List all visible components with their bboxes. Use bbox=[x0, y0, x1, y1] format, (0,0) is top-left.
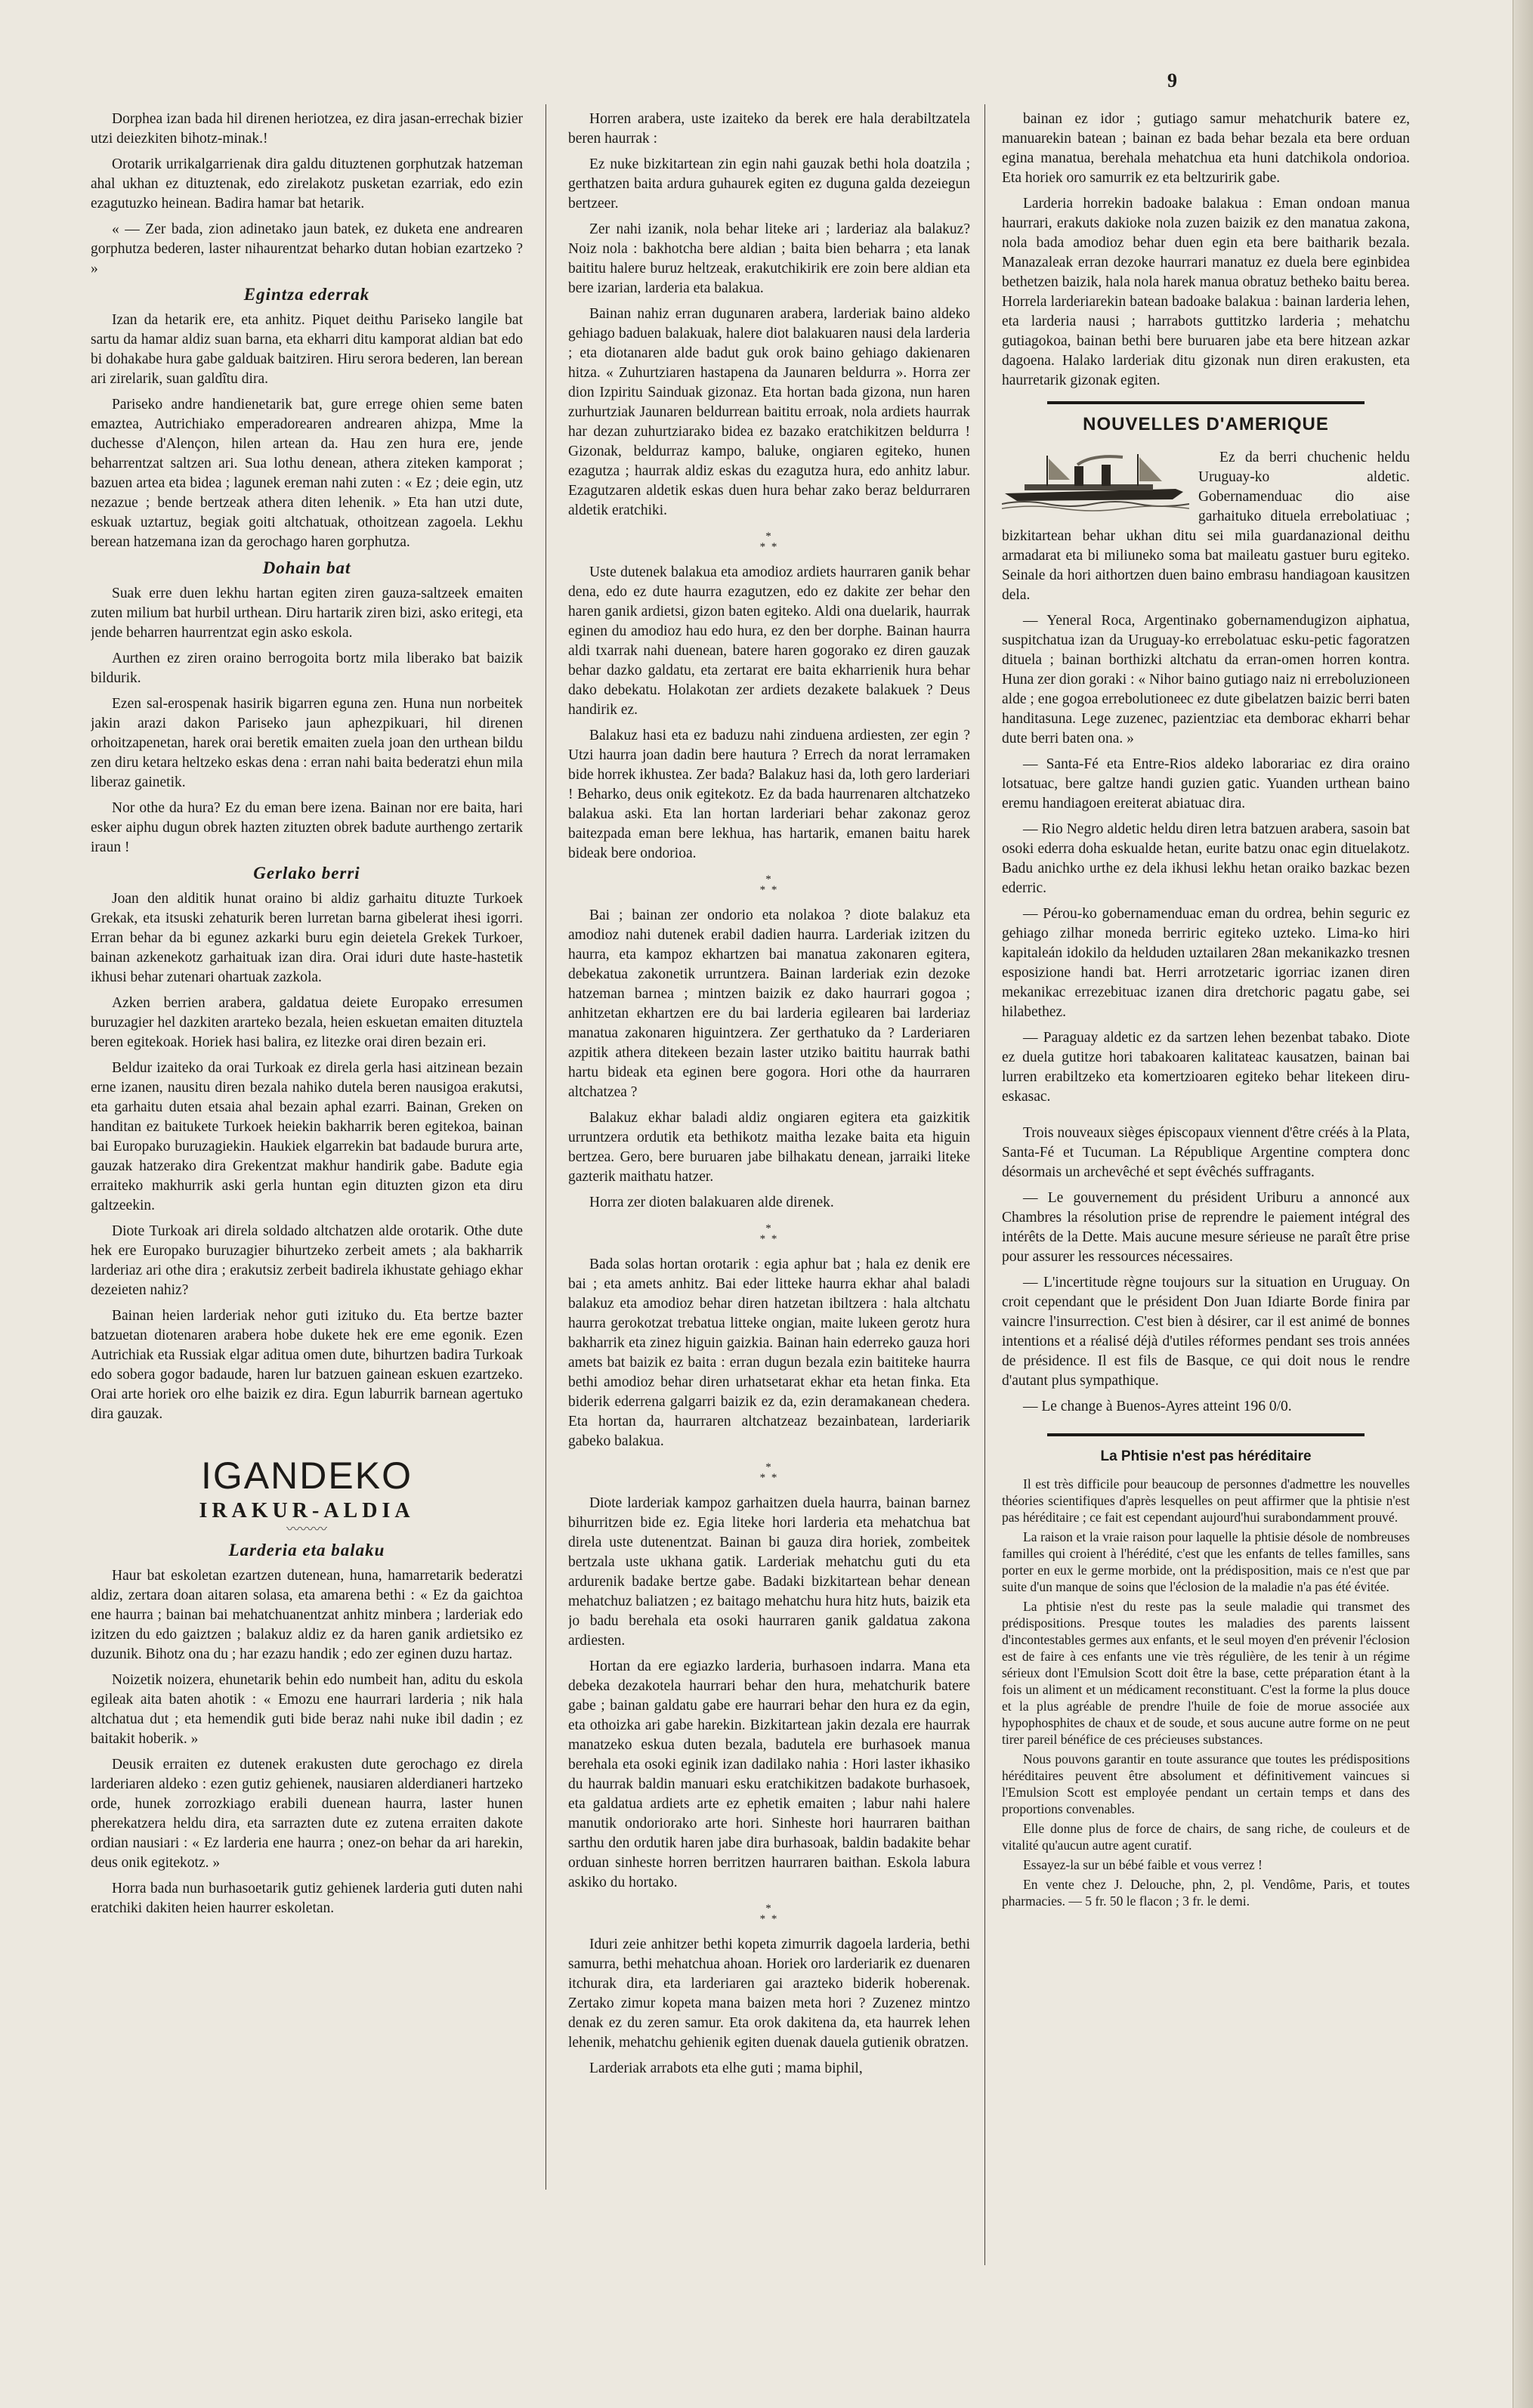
right-block-a bbox=[1002, 110, 1410, 391]
paragraph: « — Zer bada, zion adinetako jaun batek, ez duketa ene andrearen gorphutza bederen, laster nihaurentzat beharko dutan hobian ezartzeko ? » bbox=[91, 221, 523, 277]
paragraph: Horra zer dioten balakuaren alde direnek. bbox=[589, 1195, 834, 1210]
section-rule bbox=[1047, 401, 1365, 404]
igandeko-title: IGANDEKO bbox=[201, 1454, 413, 1497]
section-title-larderia: Larderia eta balaku bbox=[228, 1541, 385, 1559]
news-block bbox=[1002, 448, 1410, 1107]
paragraph: — Le change à Buenos-Ayres atteint 196 0/0. bbox=[1023, 1399, 1292, 1414]
page-mark: 9 bbox=[1167, 70, 1177, 91]
paragraph: Izan da hetarik ere, eta anhitz. Piquet deithu Pariseko langile bat sartu da hamar aldiz suan barna, eta ekharri ditu kamporat aldian bat edo bi dohakabe hura gabe galduak baitziren. Hiru serora bederen, lan berean ari zirelarik, suan galdîtu dira. bbox=[91, 312, 523, 387]
intro-block bbox=[91, 110, 523, 279]
middle-block-a bbox=[568, 110, 970, 521]
phtisie-title: La Phtisie n'est pas héréditaire bbox=[1100, 1448, 1312, 1464]
middle-block-b bbox=[568, 563, 970, 864]
paragraph: Nor othe da hura? Ez du eman bere izena. Bainan nor ere baita, hari esker aiphu dugun obrek hazten zituzten obrek badute aurthengo zertarik iraun ! bbox=[91, 800, 523, 855]
middle-block-e bbox=[568, 1494, 970, 1893]
paragraph: Noizetik noizera, ehunetarik behin edo numbeit han, aditu du eskola egileak aita baten ahotik : « Emozu ene haurrari larderia ; nik hala altchatua dut ; eta hemendik guti bide beraz nahi nuke ibil dadin ; ez baitakit hoberik. » bbox=[91, 1672, 523, 1747]
paragraph: Ez nuke bizkitartean zin egin nahi gauzak bethi hola doatzila ; gerthatzen baita ardura guhaurek egiten ez duguna galda dezeiegun bertzeer. bbox=[568, 156, 970, 212]
paragraph: Dorphea izan bada hil direnen heriotzea, ez dira jasan-errechak bizier utzi deiezkiten bihotz-minak.! bbox=[91, 111, 523, 147]
paragraph: Larderia horrekin badoake balakua : Eman ondoan manua haurrari, erakuts dakioke nola zuzen baizik ez den manatua zakona, nola bada amodioz behar duen egin eta bere baitharik bezala. Manazaleak erran dezoke haurrari manatuz ez duela bere eginbidea bethetzen baizik, hala nola harek manua obratuz betheko baitu berea. Horrela larderiarekin batean badoake balakua : bainan larderia lehen, eta larderia nausi ; harrabots guttitzko larderia ; mehatchu gutiagokoa, bainan bethi bere buruaren jabe eta bere hitzean azkar dagoena. Halako larderiak ditu gizonak nun diren erakusten, eta haurretarik gizonak egiten. bbox=[1002, 196, 1410, 388]
paragraph: Iduri zeie anhitzer bethi kopeta zimurrik dagoela larderia, bethi samurra, bethi mehatchua ahoan. Horiek oro larderiarik ez duenaren itchurak dira, eta larderiaren gai arazteko biderik hoberenak. Zertako zimur kopeta mana baizen meta hori ? Zuzenez mintzo denak ez du zeren samur. Eta orok dakitena da, eta haurrek lehen lehenik, mehatchu gehienik egiten duenak dauela gutienik obratzen. bbox=[568, 1937, 970, 2051]
paragraph: Azken berrien arabera, galdatua deiete Europako erresumen buruzagier hel dazkiten ararteko bezala, heien eskuetan emaiten dituztela beren egitekoak. Horiek hasi balira, ez litezke orai diren bezain eri. bbox=[91, 995, 523, 1050]
paragraph: Ez da berri chuchenic heldu Uruguay-ko aldetic. Gobernamenduac dio aise garhaituko dituela errebolatiuac ; bizkitartean behar ukhan ditu sei mila guardanazional deithu armadarat eta bi miliuneko soma bat maileatu gastuer buru egiteko. Seinale da hori aithortzen duen baino embrasu handiagoan kausitzen dela. bbox=[1002, 450, 1410, 603]
stars-divider: * * * bbox=[759, 1903, 779, 1925]
paragraph: Bai ; bainan zer ondorio eta nolakoa ? diote balakuz eta amodioz nahi dutenek erabil dadien haurra. Larderiak izitzen du haurra, eta kampoz ekhartzen bai manatua zakonaren egitera, debekatua zakonetik urruntzera. Bainan larderiak ezin dezoke hatzeman barnea ; mintzen baizik ez dako haurrari gogoa ; anhitzetan ekhartzen ere du bai larderia egilearen bai larderiaz manatua zakonaren higuintzera. Zer gerthatuko da ? Larderiaren azpitik athera ditekeen bezain laster utziko baititu haurrak bathi hartu bideak eta eginen bere gogora. Hori othe da haurraren altchatzea ? bbox=[568, 907, 970, 1100]
paragraph: En vente chez J. Delouche, phn, 2, pl. Vendôme, Paris, et toutes pharmacies. — 5 fr. 50 le flacon ; 3 fr. le demi. bbox=[1002, 1877, 1410, 1909]
paragraph: Orotarik urrikalgarrienak dira galdu dituztenen gorphutzak hatzeman ahal ukhan ez dituztenak, edo zirelakotz pusketan ezarriak, edo ezin ezagutuzko heinean. Badira hamar bat hetarik. bbox=[91, 156, 523, 212]
paragraph: Pariseko andre handienetarik bat, gure errege ohien seme baten emaztea, Autrichiako emperadorearen andrearen ahizpa, Mme la duchesse d'Alençon, hilen artean da. Hau zen hura ere, jende beharrentzat saltzen ari. Sua lothu denean, athera ziteken kamporat ; bazuen artea eta bidea ; lagunek ereman nahi zuten : « Ez ; deie egin, utz nezazue ; bende bertzeak athera diten lehenik. » Eta han utzi dute, eskuak uztartuz, begiak goiti altchatuak, othoitzean zagoela. Lekhu berean hatzemana izan da gerochago haren gorphutza. bbox=[91, 397, 523, 550]
paragraph: Aurthen ez ziren oraino berrogoita bortz mila liberako bat baizik bildurik. bbox=[91, 651, 523, 686]
section-title-egintza: Egintza ederrak bbox=[243, 285, 370, 304]
paragraph: Zer nahi izanik, nola behar liteke ari ; larderiaz ala balakuz? Noiz nola : bakhotcha bere aldian ; baita bien beharra ; eta lanak baititu halere buruz heltzeak, erakutchikirik ere zoin bere aldian eta bere izarian, larderia eta balakua. bbox=[568, 221, 970, 296]
nouvelles-title: NOUVELLES D'AMERIQUE bbox=[1083, 414, 1329, 434]
ornament-squiggle: 〰〰〰 bbox=[286, 1522, 327, 1537]
stars-divider: * * * bbox=[759, 530, 779, 553]
paragraph: — Santa-Fé eta Entre-Rios aldeko laborariac ez dira oraino lotsatuac, bere galtze handi guzien gatic. Yuanden urthean baino eremu handiagoen ereiterat abiatuac dira. bbox=[1002, 756, 1410, 811]
paragraph: Bada solas hortan orotarik : egia aphur bat ; hala ez denik ere bai ; eta amets anhitz. Bai eder litteke haurra ekhar ahal baladi balakuz eta amodioz behar diren hatzetan ibiltzera : hala altchatu haurra gerokotzat trebatua litteke ongian, maite lukeen gerotz hura bakharrik eta zinez higuin gaizkia. Bainan hain ederreko gauza hori amets bat baizik ez baita : erran dugun bezala ezin baititeke haurra bethi amodioz behar diren urhatsetarat ekhar eta hetan finka. Eta biderik ederrena galgarri baizik ez da, ezin deramakanean chedera. Eta hortan da, haurraren altchatzeaz bezainbatean, larderiarik gabeko balakua. bbox=[568, 1257, 970, 1449]
paragraph: bainan ez idor ; gutiago samur mehatchurik batere ez, manuarekin batean ; bainan ez bada behar bezala eta bere orduan egina manatua, berehala mehatchua eta huni datchikola ondorioa. Eta horiek oro samurrik ez eta beltzuririk gabe. bbox=[1002, 111, 1410, 186]
middle-block-f bbox=[568, 1935, 970, 2079]
paragraph: Joan den alditik hunat oraino bi aldiz garhaitu dituzte Turkoek Grekak, eta itsuski zehaturik beren lurretan barna gibelerat ihesi igorri. Erran behar da bi egunez azkarki buru egin deietela Grekek Turkoer, bainan azkenekotz garhaituak izan dira. Orai iduri dute haste-hastetik ikhusi behar zutenari ohartuak zazkola. bbox=[91, 891, 523, 985]
paragraph: Bainan heien larderiak nehor guti izituko du. Eta bertze bazter batzuetan diotenaren arabera hobe dukete hek ere eme egonik. Ezen Autrichiak eta Russiak elgar aditua omen dute, bihurtzen badira Turkoak edo sobera gogor badaude, haren lur batzuen gainean eskuen ezartzeko. Orai arte horiek oro elhe baizik ez dira. Egun laburrik barnean agertuko dira gauzak. bbox=[91, 1308, 523, 1422]
column-left bbox=[91, 110, 523, 2316]
paragraph: Beldur izaiteko da orai Turkoak ez direla gerla hasi aitzinean bezain erne izanen, nausitu diren bezala nahiko dutela beren nausigoa erakutsi, eta garhaitu duten etsaia ahal bezain aphal ezarri. Bainan, Greken on handitan ez baitukete Turkoek heiekin bakharrik beren egitekoa, bainan bai Europako buruzagiekin. Haukiek elgarrekin bat badaude burura arte, gauzak hatzerako dira Grekentzat makhur handirik gabe. Badute egia erraiteko makhurrik aski gerla huntan egin dituzten gizon eta diru galtzeekin. bbox=[91, 1060, 523, 1213]
middle-block-c bbox=[568, 906, 970, 1213]
steamship-icon bbox=[1002, 450, 1189, 512]
dohain-block bbox=[91, 584, 523, 858]
larderia-block bbox=[91, 1566, 523, 1918]
paragraph: La raison et la vraie raison pour laquelle la phtisie désole de nombreuses familles qui croient à l'hérédité, c'est que les enfants de telles familles, sans porter en eux le germe morbide, ont la prédisposition, mais ce n'est que par suite d'un manque de soins que l'éclosion de la maladie n'a pas été évitée. bbox=[1002, 1529, 1410, 1594]
paragraph: Diote Turkoak ari direla soldado altchatzen alde orotarik. Othe dute hek ere Europako buruzagier bihurtzeko zerbeit amets ; ala bakharrik larderiaz ari othe dira ; erakutsiz zerbeit badirela ikhustate gehiago ekhar dezeieten nahiz? bbox=[91, 1223, 523, 1298]
paragraph: Essayez-la sur un bébé faible et vous verrez ! bbox=[1023, 1857, 1263, 1872]
paragraph: — Rio Negro aldetic heldu diren letra batzuen arabera, sasoin bat osoki ederra doha eskualde hetan, eurite batzu onac egin dituelakotz. Badu anichko urthe ez dela ikhusi lekhu hetan oraiko bazkac bezen ederric. bbox=[1002, 821, 1410, 896]
column-right bbox=[1002, 110, 1410, 2399]
phtisie-block bbox=[1002, 1476, 1410, 1909]
paragraph: — Yeneral Roca, Argentinako gobernamendugizon aiphatua, suspitchatua izan da Uruguay-ko errebolatuac esku-petic fagoratzen dituela ; bainan borthizki altchatu da erran-omen horren kontra. Huna zer dion goraki : « Nihor baino gutiago naiz ni erreboluzioneen alde ; ene gogoa errebolutioneec ez dute gibelatzen baizic berri baten handitasuna. Lege zuzenec, pazientziac eta demborac ekharri behar dute berri baten ona. » bbox=[1002, 613, 1410, 747]
paragraph: Horra bada nun burhasoetarik gutiz gehienek larderia guti duten nahi eratchiki dakiten heien haurrer eskoletan. bbox=[91, 1881, 523, 1916]
stars-divider: * * * bbox=[759, 873, 779, 896]
section-title-gerlako: Gerlako berri bbox=[253, 864, 360, 883]
gerlako-block bbox=[91, 889, 523, 1424]
column-divider bbox=[984, 104, 985, 2265]
column-middle bbox=[568, 110, 970, 2376]
paragraph: Balakuz hasi eta ez baduzu nahi zinduena ardiesten, zer egin ? Utzi haurra joan dadin bere hautura ? Errech da norat lerramaken bide horrek ikhustea. Zer bada? Balakuz hasi da, loth gero larderiari ! Beharko, deus onik egitekotz. Ez da bada haurrenaren altchatzeko balakua aski. Eta lan hortan larderiari behar zakonaz geroz baitezpada eman bere lekhua, has hartarik, emanen baitu harek bideak bere ondorioa. bbox=[568, 728, 970, 861]
paragraph: Nous pouvons garantir en toute assurance que toutes les prédispositions héréditaires peuvent être absolument et définitivement vaincues si l'Emulsion Scott est employée pendant un certain temps et dans des proportions convenables. bbox=[1002, 1751, 1410, 1816]
egintza-block bbox=[91, 311, 523, 552]
paragraph: Suak erre duen lekhu hartan egiten ziren gauza-saltzeek emaiten zuten milium bat hurbil urthean. Diru hartarik ziren bizi, asko eritegi, eta jende beharren haurrentzat egin asko eskola. bbox=[91, 586, 523, 641]
irakur-aldia-subtitle: IRAKUR-ALDIA bbox=[199, 1499, 415, 1522]
french-news-block bbox=[1002, 1124, 1410, 1417]
stars-divider: * * * bbox=[759, 1461, 779, 1484]
paragraph: — Paraguay aldetic ez da sartzen lehen bezenbat tabako. Diote ez duela gutitze hori tabakoaren kalitateac kausatzen, bainan bai lurren erabiltzeko eta komertzioaren egiteko behar litekeen diru-eskasac. bbox=[1002, 1030, 1410, 1105]
paragraph: — L'incertitude règne toujours sur la situation en Uruguay. On croit cependant que le président Don Juan Idiarte Borde finira par vaincre l'insurrection. C'est bien à désirer, car il est animé de bonnes intentions et a réalisé déjà d'utiles réformes pendant ses trois années de présidence. Il est fils de Basque, ce qui doit nous le rendre d'autant plus sympathique. bbox=[1002, 1275, 1410, 1389]
paragraph: Diote larderiak kampoz garhaitzen duela haurra, bainan barnez bihurritzen bide ez. Egia liteke hori larderia eta mehatchua bat direla uste dutenentzat. Bainan bi gauza dira horiek, zombeitek bertzala uste ukhana gatik. Larderiak mehatchu guti du eta ardurenik badake bertze gabe. Badaki bizkitartean behar denean mehatchuz baliatzen ; ez baitago mehatchu hura hitz huts, baizik eta jo badu berehala eta osoki haurraren ganik galdatua zakona ardiesten. bbox=[568, 1495, 970, 1649]
paragraph: Larderiak arrabots eta elhe guti ; mama biphil, bbox=[589, 2060, 863, 2076]
paragraph: La phtisie n'est du reste pas la seule maladie qui transmet des prédispositions. Presque toutes les maladies des parents laissent d'incontestables germes aux enfants, et le seul moyen d'en prévenir l'éclosion est de faire à ces enfants une vie très régulière, de les tenir à un régime sérieux dont l'Emulsion Scott doit être la base, cette préparation étant à la fois un aliment et un médicament reconstituant. C'est la forme la plus douce et la plus agréable de prendre l'huile de foie de morue associée aux hypophosphites de chaux et de soude, et sous aucune autre forme on ne peut tirer pareil bénéfice de ces précieuses substances. bbox=[1002, 1599, 1410, 1747]
paragraph: Bainan nahiz erran dugunaren arabera, larderiak baino aldeko gehiago baduen balakuak, halere diot balakuaren nausi dela larderia ; eta diotanaren alde badut guk orok baino gehiago dakienaren hitza. « Zuhurtziaren hastapena da Jaunaren beldurra ». Horra zer dion Izpiritu Sainduak gizonaz. Eta hortan bada gizona, nun haren zurhurtziak Jaunaren beldurrean baititu erroak, nola ardiets haurrak har dezan zuhurtziarako bidea ez bazako eratchikitzen beldurra ! Gizonak, beldurraz kampo, balukе, ongiaren egiteko, hunen ezagutza ; haurrak aldiz eskas du ezagutza hura, edo anhitz labur. Ezagutzaren aldetik eskas duen hura behar zako beraz beldurraren aldetik eratchiki. bbox=[568, 306, 970, 518]
paragraph: — Le gouvernement du président Uriburu a annoncé aux Chambres la résolution prise de reprendre le paiement intégral des intérêts de la Dette. Mais aucune mesure sérieuse ne paraît être prise pour assurer les ressources nécessaires. bbox=[1002, 1190, 1410, 1265]
section-rule bbox=[1047, 1433, 1365, 1436]
paragraph: Uste dutenek balakua eta amodioz ardiets haurraren ganik behar dena, edo ez dute haurra ezagutzen, edo ez dakite zer behar den haren ganik ardietsi, gizon baten egiteko. Aldi ona duelarik, haurrak eginen du amodioz hau edo hura, ez den ber dorphe. Bainan haurra aldi txarrak nahi duenean, batere haren gogorako ez diren gauzak behar dazko galdatu, eta zertarat ere baita ekharrienik hura behar dako debekatu. Holakotan zer ardiets dezakete balakuek ? Deus handirik ez. bbox=[568, 564, 970, 718]
paragraph: Elle donne plus de force de chairs, de sang riche, de couleurs et de vitalité qu'aucun autre agent curatif. bbox=[1002, 1821, 1410, 1853]
paragraph: Ezen sal-erospenak hasirik bigarren eguna zen. Huna nun norbeitek jakin arazi dakon Pariseko jaun aphezpikuari, hil direnen orhoitzapenetan, harek orai beretik emaiten zuela joan den urthean bildu zen diru ketara heltzeko eskas dena : erran nahi baita bederatzi ehun mila liberaz gainetik. bbox=[91, 696, 523, 790]
paragraph: Hortan da ere egiazko larderia, burhasoen indarra. Mana eta debeka dezakotela haurrari behar den hura, mehatchurik batere gabe ; bainan galdatu gabe ere haurrari behar den hura ez da egin, eta othoizka ari gabe harekin. Bizkitartean jakin dezala ere haurrak manatzeko eskua duten bezala, badutela ere burhasoek manua berehala eta osoki eginik izan dadilako nahia : Hori laster ikhasiko du haurrak baldin manuari esku eratchikitzen badakote burhasoek, eta galdatua ardiets arte ez ephetik emaiten ; labur nahi halere manutik ondoriorako arte hori. Sinheste hori haurraren baithan sarthu den ordutik haren jabe dira burhasoak, baldin badakite behar orduan sinheste horren berritzen haurraren baithan. Eskola labura askiko du hortako. bbox=[568, 1658, 970, 1890]
stars-divider: * * * bbox=[759, 1223, 779, 1245]
section-title-dohain: Dohain bat bbox=[262, 558, 351, 577]
paragraph: Deusik erraiten ez dutenek erakusten dute gerochago ez direla larderiaren aldeko : ezen gutiz gehienek, nausiaren alderdianeri hartzeko orde, hunek zorrozkiago erabili duenean haurra, laster hunen pherekatzera heldu dira, eta sarrazten dute ez zutena erraiten dakote ordian nausiari : « Ez larderia ene haurra ; onez-on behar da ari harekin, deus onik egitekotz. » bbox=[91, 1757, 523, 1871]
paragraph: Balakuz ekhar baladi aldiz ongiaren egitera eta gaizkitik urruntzera ordutik eta bethikotz maitha lezake baita eta higuin bertzea. Gero, bere buruaren jabe bilhakatu denean, jarraiki liteke gazterik maithatu hatzer. bbox=[568, 1110, 970, 1185]
paragraph: Trois nouveaux sièges épiscopaux viennent d'être créés à la Plata, Santa-Fé et Tucuman. La République Argentine comptera donc désormais un archevêché et sept évêchés suffragants. bbox=[1002, 1125, 1410, 1180]
middle-block-d bbox=[568, 1255, 970, 1451]
paragraph: Haur bat eskoletan ezartzen dutenean, huna, hamarretarik bederatzi aldiz, zertara doan aitaren solasa, eta amarena bethi : « Ez da gaichtoa ene haurra ; bainan bai mehatchuanentzat anhitz minbera ; larderiak edo izitzen du edo gaiztzen ; balakuz aldiz ez da haren ganik ardietsiko ez duzunik. Bihotz ona du ; har ezazu handik ; edo zer eginen duzu hartaz. bbox=[91, 1568, 523, 1662]
paragraph: Il est très difficile pour beaucoup de personnes d'admettre les nouvelles théories scientifiques d'après lesquelles on peut affirmer que la phtisie n'est pas héréditaire ; ce fait est cependant aujourd'hui surabondamment prouvé. bbox=[1002, 1476, 1410, 1525]
paragraph: — Pérou-ko gobernamenduac eman du ordrea, behin seguric ez gehiago zilhar moneda berriric egiteko uzteko. Lima-ko hiri kapitaleán idokilo da helduden uztailaren 28an mekanikazko tresnen esposizione handi bat. Herri arrotzetaric igorriac izanen diren mekanikac errezebituac izanen dira dretchoric pagatu gabe, sei hilabethez. bbox=[1002, 906, 1410, 1020]
page-edge bbox=[1513, 0, 1533, 2408]
paragraph: Horren arabera, uste izaiteko da berek ere hala derabiltzatela beren haurrak : bbox=[568, 111, 970, 147]
